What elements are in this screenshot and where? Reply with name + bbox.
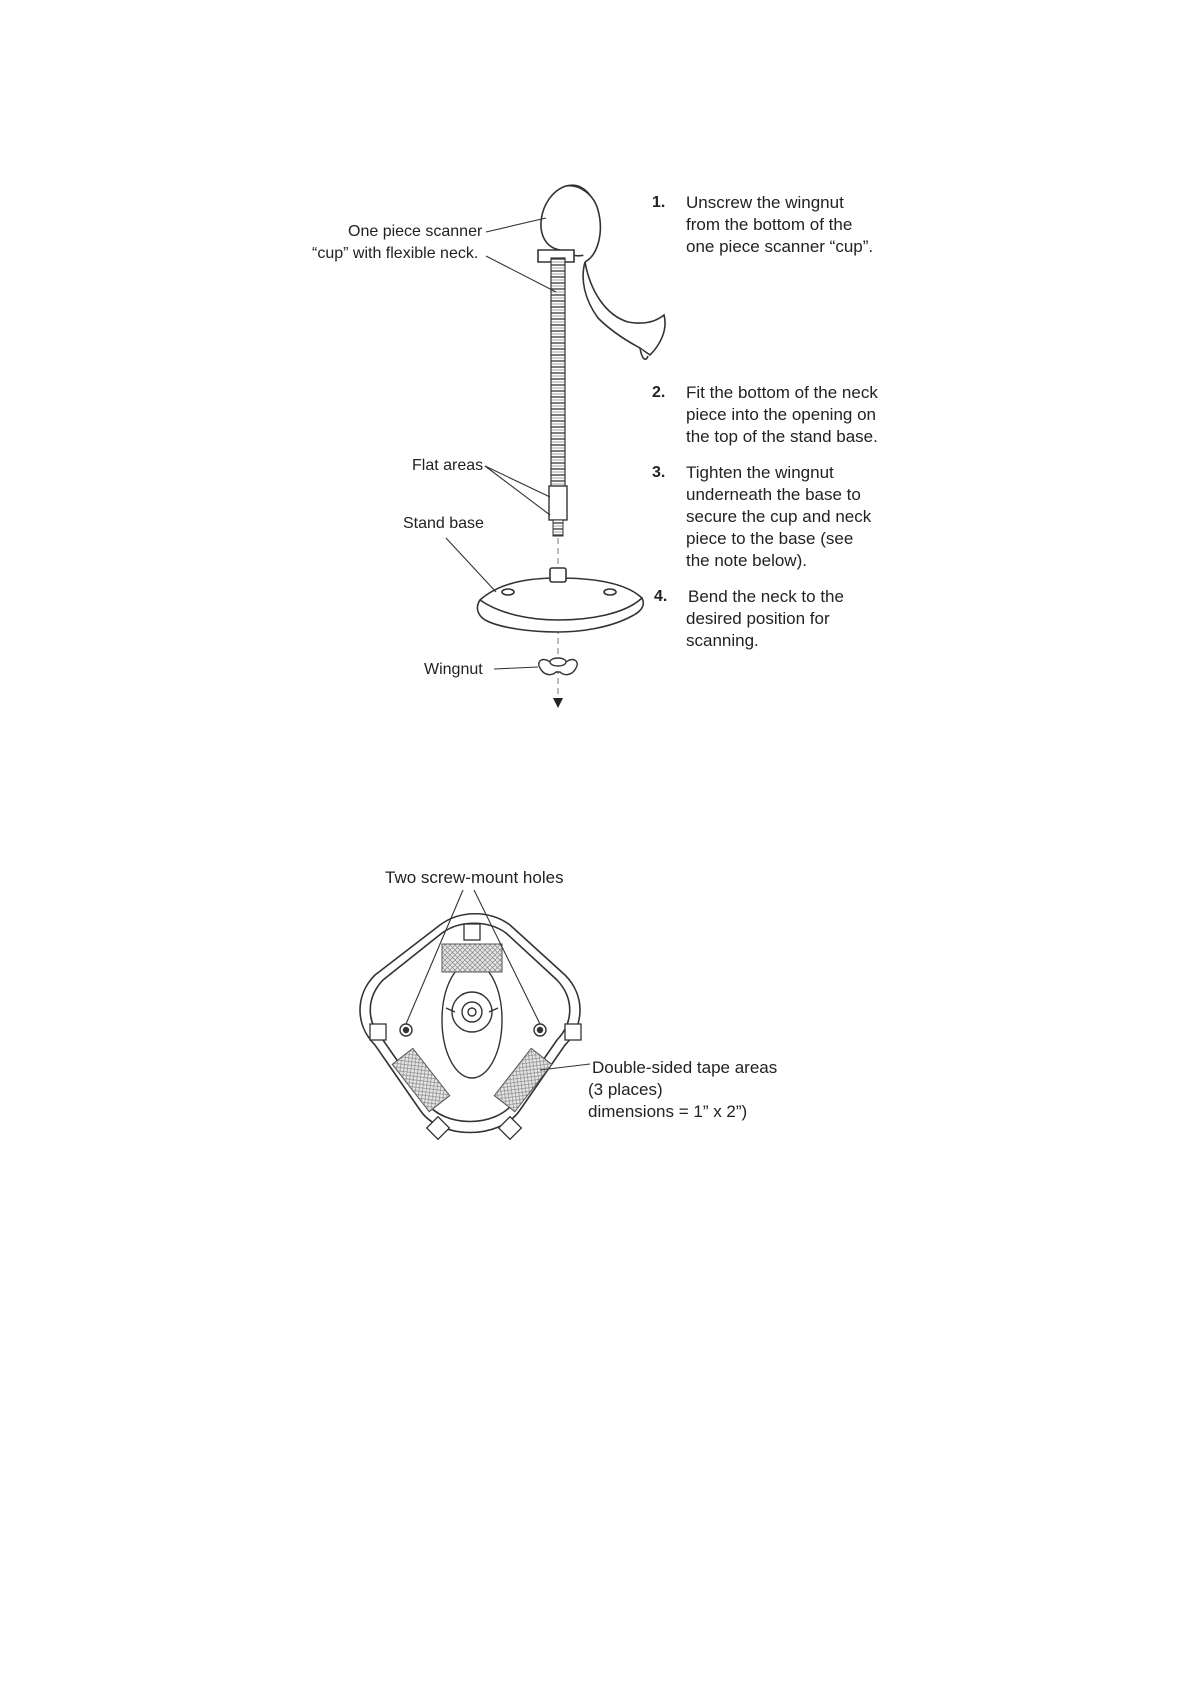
step-3-line: underneath the base to (686, 485, 861, 504)
label-screw-holes: Two screw-mount holes (385, 868, 564, 887)
center-boss (442, 962, 502, 1078)
step-3-line: secure the cup and neck (686, 507, 872, 526)
step-4-line: desired position for (686, 609, 830, 628)
label-tape-areas-1: Double-sided tape areas (592, 1058, 778, 1077)
step-3-line: piece to the base (see (686, 529, 854, 548)
step-3-line: the note below). (686, 551, 807, 570)
step-2-line: Fit the bottom of the neck (686, 383, 878, 402)
label-tape-areas-3: dimensions = 1” x 2”) (588, 1102, 748, 1121)
step-2-line: piece into the opening on (686, 405, 876, 424)
step-4-line: scanning. (686, 631, 759, 650)
label-flat-areas: Flat areas (412, 457, 484, 474)
step-3-number: 3. (652, 464, 666, 481)
label-wingnut: Wingnut (424, 661, 483, 678)
step-1-line: one piece scanner “cup”. (686, 237, 874, 256)
step-2-number: 2. (652, 384, 666, 401)
step-4-number: 4. (654, 588, 668, 605)
step-1-line: from the bottom of the (686, 215, 853, 234)
step-4-line: Bend the neck to the (688, 587, 844, 606)
label-scanner-cup-1: One piece scanner (348, 223, 483, 240)
label-stand-base: Stand base (403, 515, 484, 532)
step-2-line: the top of the stand base. (686, 427, 878, 446)
step-3-line: Tighten the wingnut (686, 463, 834, 482)
label-scanner-cup-2: “cup” with flexible neck. (312, 245, 479, 262)
step-1-line: Unscrew the wingnut (686, 193, 844, 212)
label-tape-areas-2: (3 places) (588, 1080, 663, 1099)
step-1-number: 1. (652, 194, 666, 211)
